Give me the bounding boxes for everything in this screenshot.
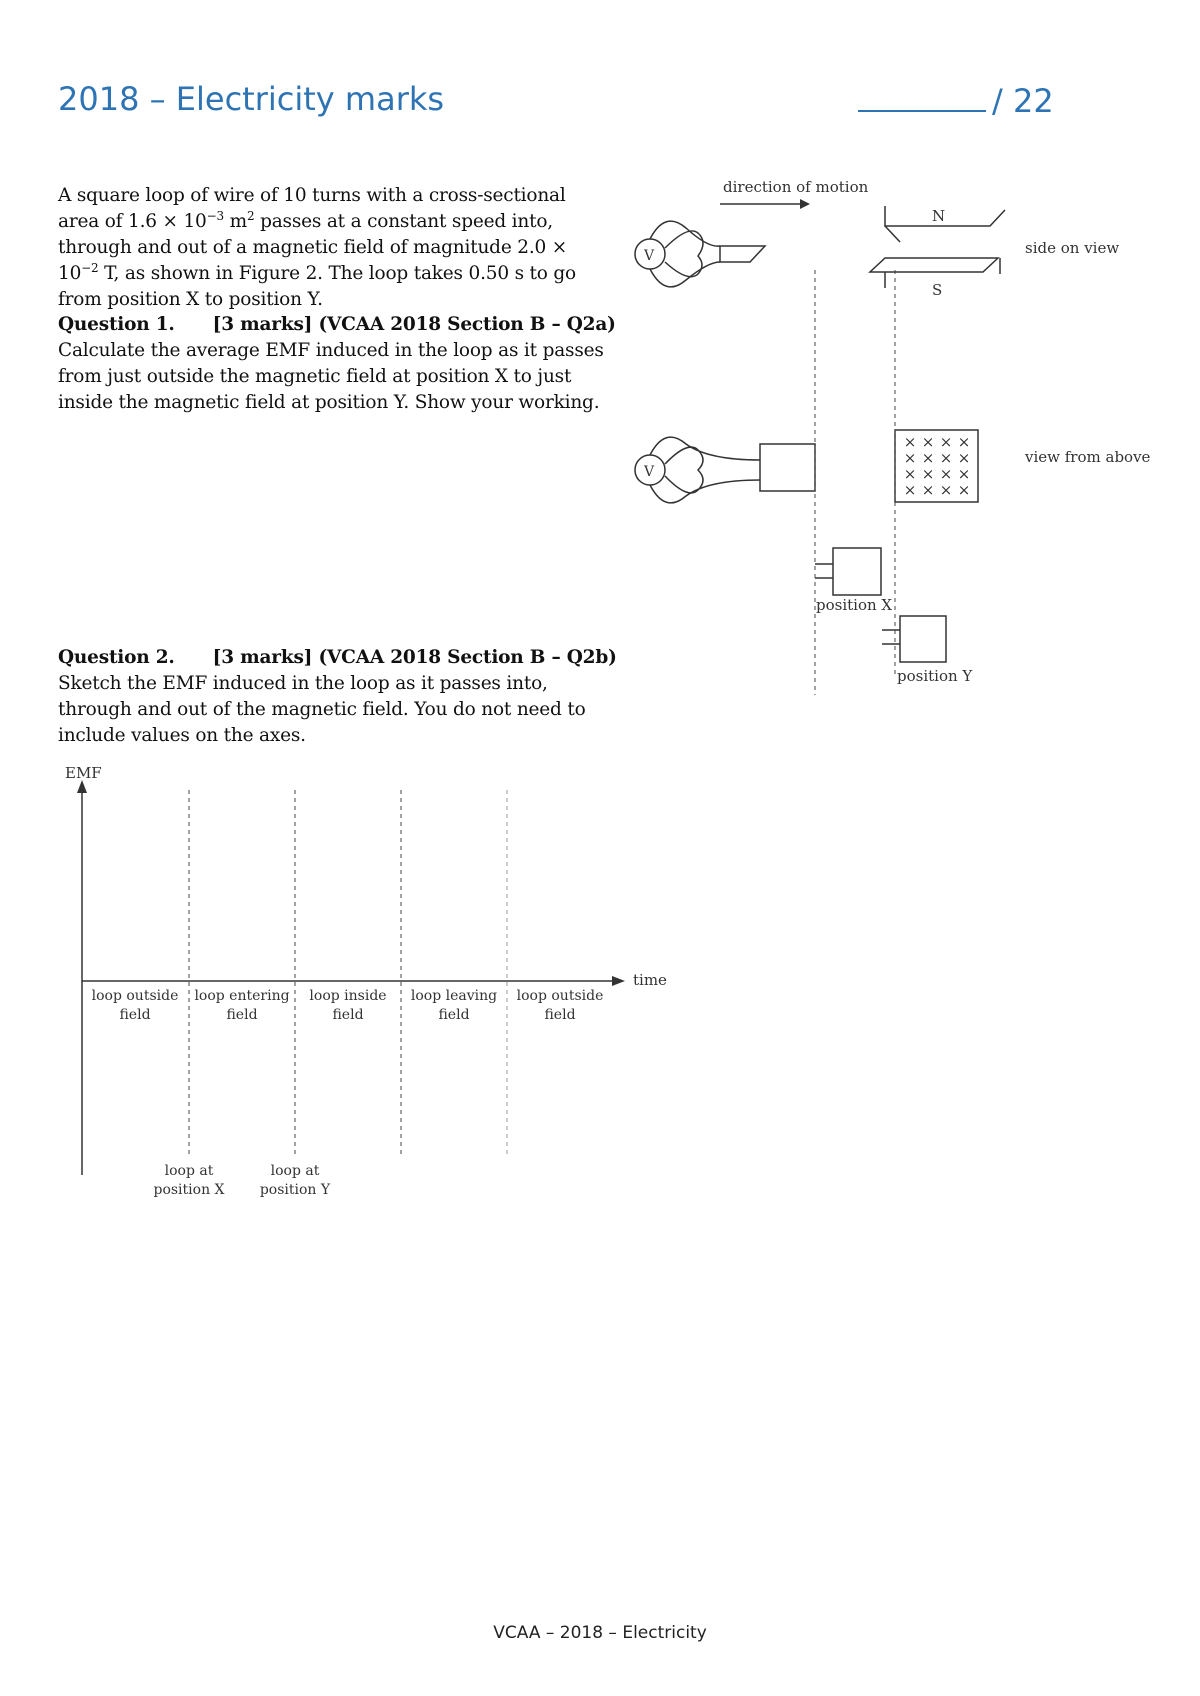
marker-label-line2: position X <box>153 1182 225 1198</box>
region-label-line2: field <box>119 1007 151 1023</box>
marker-label-line2: position Y <box>259 1182 331 1198</box>
direction-label: direction of motion <box>723 178 869 196</box>
question-1-text: Calculate the average EMF induced in the loop as it passes from just outside the magnetic field at position X to just inside the magnetic field at position Y. Show your working. <box>58 340 604 413</box>
field-cross: × <box>903 465 917 483</box>
position-y-label: position Y <box>897 667 973 685</box>
region-label-line1: loop outside <box>91 988 179 1004</box>
page-footer: VCAA – 2018 – Electricity <box>493 1623 707 1643</box>
region-label-line2: field <box>226 1007 258 1023</box>
south-label: S <box>932 281 943 299</box>
north-label: N <box>932 207 946 225</box>
intro-exponent-2: 2 <box>246 208 255 223</box>
field-crosses <box>904 433 971 499</box>
region-label-line1: loop inside <box>309 988 387 1004</box>
field-cross: × <box>957 433 971 451</box>
field-cross: × <box>921 449 935 467</box>
field-cross: × <box>921 481 935 499</box>
intro-exponent-1: −3 <box>206 208 224 223</box>
loop-position-y <box>900 616 946 662</box>
region-label-line2: field <box>438 1007 470 1023</box>
region-label-line2: field <box>332 1007 364 1023</box>
loop-side-view <box>720 246 765 262</box>
region-label-line1: loop entering <box>194 988 290 1004</box>
question-2-marks: [3 marks] (VCAA 2018 Section B – Q2b) <box>212 647 617 668</box>
score-total: / 22 <box>992 82 1054 120</box>
y-axis-label: EMF <box>65 764 102 782</box>
question-2-heading <box>58 645 617 671</box>
score-blank[interactable] <box>858 80 986 112</box>
question-1-label: Question 1. <box>58 314 175 335</box>
question-2 <box>58 645 617 749</box>
question-1 <box>58 312 616 416</box>
intro-exponent-3: −2 <box>81 260 99 275</box>
field-cross: × <box>921 465 935 483</box>
loop-top-view <box>760 444 815 491</box>
field-cross: × <box>903 433 917 451</box>
intro-paragraph <box>58 183 608 313</box>
question-1-heading <box>58 312 616 338</box>
question-2-label: Question 2. <box>58 647 175 668</box>
voltmeter-label-top: V <box>644 464 655 480</box>
field-cross: × <box>939 465 953 483</box>
voltmeter-label-side: V <box>644 248 655 264</box>
x-axis-label: time <box>633 971 667 989</box>
marker-labels <box>153 1163 330 1198</box>
region-label-line1: loop outside <box>516 988 604 1004</box>
loop-position-x <box>833 548 881 595</box>
field-cross: × <box>903 449 917 467</box>
arrow-head <box>800 199 810 209</box>
page-title: 2018 – Electricity marks <box>58 80 445 118</box>
field-cross: × <box>957 481 971 499</box>
intro-text-2: m <box>223 211 247 232</box>
field-cross: × <box>903 481 917 499</box>
emf-graph <box>55 760 675 1220</box>
top-view-label: view from above <box>1025 448 1151 466</box>
region-labels <box>92 988 604 1023</box>
field-cross: × <box>939 481 953 499</box>
marker-label-line1: loop at <box>270 1163 320 1179</box>
intro-text-4: T, as shown in Figure 2. The loop takes 0.50 s to go from position X to position Y. <box>58 263 576 310</box>
side-view-label: side on view <box>1025 239 1120 257</box>
x-axis-arrow <box>612 976 625 986</box>
question-2-text: Sketch the EMF induced in the loop as it passes into, through and out of the magnetic field. You do not need to include values on the axes. <box>58 673 586 746</box>
intro-text-1: A square loop of wire of 10 turns with a cross-sectional area of 1.6 × 10 <box>58 185 566 232</box>
position-x-label: position X <box>816 596 893 614</box>
marker-label-line1: loop at <box>164 1163 214 1179</box>
field-cross: × <box>939 449 953 467</box>
region-label-line1: loop leaving <box>410 988 498 1004</box>
region-label-line2: field <box>544 1007 576 1023</box>
field-cross: × <box>957 449 971 467</box>
question-1-marks: [3 marks] (VCAA 2018 Section B – Q2a) <box>212 314 616 335</box>
intro-text-3: passes at a constant speed into, through and out of a magnetic field of magnitude 2.0 × 10 <box>58 211 568 284</box>
field-cross: × <box>921 433 935 451</box>
figure-2-diagram <box>620 170 1160 700</box>
score-box <box>858 80 1054 120</box>
field-cross: × <box>939 433 953 451</box>
field-cross: × <box>957 465 971 483</box>
